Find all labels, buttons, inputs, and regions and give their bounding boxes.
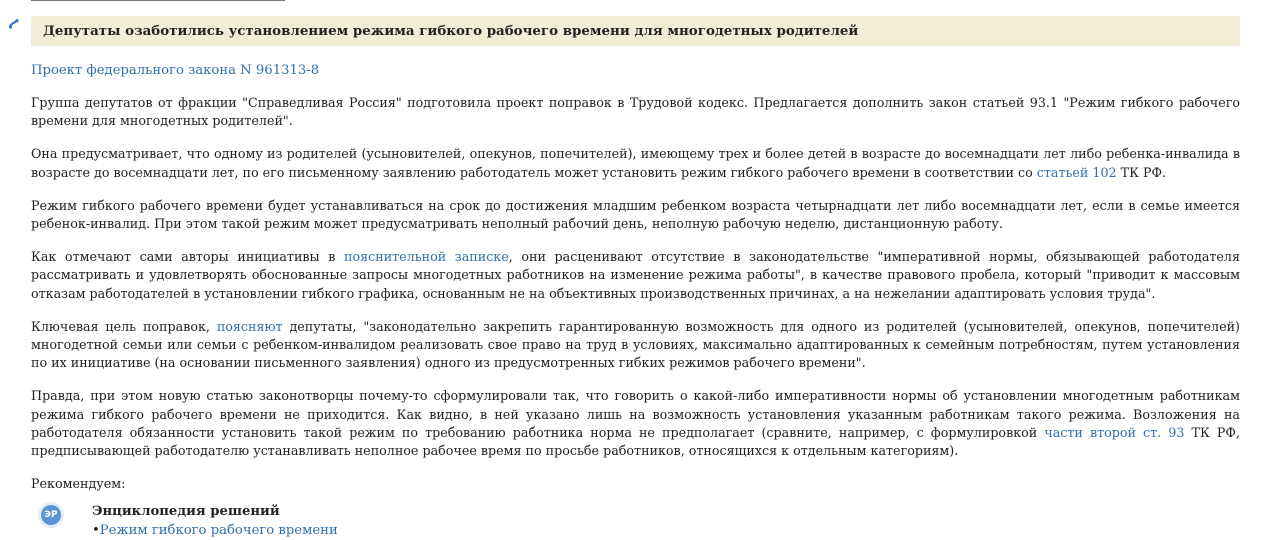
paragraph-6-text-before: Правда, при этом новую статью законотворцы почему-то сформулировали так, что говорить о какой-либо императивности нормы об установлении многодетным работникам режима гибкого рабочего времени не приходится. Как видно, в ней указано лишь на возможность установления указанным работникам такого режима. Возложения на работодателя обязанности установить такой режим по требованию работника норма не предполагает (сравните, например, с формулировкой <box>31 388 1240 440</box>
bullet: • <box>92 523 100 539</box>
paragraph-1-text: Группа депутатов от фракции "Справедливая Россия" подготовила проект поправок в Трудовой кодекс. Предлагается дополнить закон статьей 93.1 "Режим гибкого рабочего времени для многодетных родителей". <box>31 95 1240 129</box>
paragraph-2-text-after: ТК РФ. <box>1116 164 1167 180</box>
paragraph-6-text-after: ТК РФ, предписывающей работодателю устанавливать неполное рабочее время по просьбе работников, относящихся к отдельным категориям). <box>31 424 1240 459</box>
project-law-link[interactable]: Проект федерального закона N 961313-8 <box>31 63 320 78</box>
recommendation-block <box>31 503 1240 540</box>
paragraph-4-text-before: Как отмечают сами авторы инициативы в <box>31 249 345 265</box>
chain-link-icon[interactable] <box>8 18 20 30</box>
article-102-link[interactable]: статьей 102 <box>1036 164 1117 180</box>
recommend-label: Рекомендуем: <box>31 476 126 492</box>
article-title: Депутаты озаботились установлением режима гибкого рабочего времени для многодетных родителей <box>43 23 859 39</box>
paragraph-2 <box>31 145 1240 181</box>
paragraph-5 <box>31 318 1240 373</box>
paragraph-5-text-after: депутаты, "законодательно закрепить гарантированную возможность для одного из родителей (усыновителей, опекунов, попечителей) многодетной семьи или семьи с ребенком-инвалидом реализовать свое право на труд в условиях, максимально адаптированных к семейным потребностям, путем установления по их инициативе (на основании письменного заявления) одного из предусмотренных гибких режимов рабочего времени". <box>31 318 1241 371</box>
paragraph-2-text-before: Она предусматривает, что одному из родителей (усыновителей, опекунов, попечителей), имеющему трех и более детей в возрасте до восемнадцати лет либо ребенка-инвалида в возрасте до восемнадцати лет, по его письменному заявлению работодатель может установить режим гибкого рабочего времени в соответствии со <box>31 146 1240 180</box>
flexible-hours-link[interactable]: Режим гибкого рабочего времени <box>99 523 338 539</box>
top-divider <box>31 0 285 1</box>
paragraph-4 <box>31 248 1240 303</box>
paragraph-4-text-after: , они расценивают отсутствие в законодательстве "императивной нормы, обязывающей работодателя рассматривать и удовлетворять обоснованные запросы многодетных работников на изменение режима работы", в качестве правового пробела, который "приводит к массовым отказам работодателей в установлении гибкого графика, основанным не на объективных производственных причинах, а на нежелании адаптировать условия труда". <box>31 249 1240 301</box>
paragraph-3 <box>31 197 1240 233</box>
encyclopedia-icon: ЭР <box>41 505 61 525</box>
article-body <box>31 61 1240 540</box>
paragraph-5-text-before: Ключевая цель поправок, <box>31 318 217 334</box>
recommendation-item <box>92 522 338 540</box>
article-93-part-2-link[interactable]: части второй ст. 93 <box>1044 424 1185 440</box>
explain-link[interactable]: поясняют <box>216 318 283 334</box>
paragraph-1 <box>31 94 1240 130</box>
paragraph-6 <box>31 387 1240 460</box>
recommendation-title: Энциклопедия решений <box>92 504 280 520</box>
article-heading <box>31 16 1240 46</box>
explanatory-note-link[interactable]: пояснительной записке <box>344 249 509 265</box>
paragraph-3-text: Режим гибкого рабочего времени будет устанавливаться на срок до достижения младшим ребенком возраста четырнадцати лет либо восемнадцати лет, если в семье имеется ребенок-инвалид. При этом такой режим может предусматривать неполный рабочий день, неполную рабочую неделю, дистанционную работу. <box>31 197 1240 232</box>
